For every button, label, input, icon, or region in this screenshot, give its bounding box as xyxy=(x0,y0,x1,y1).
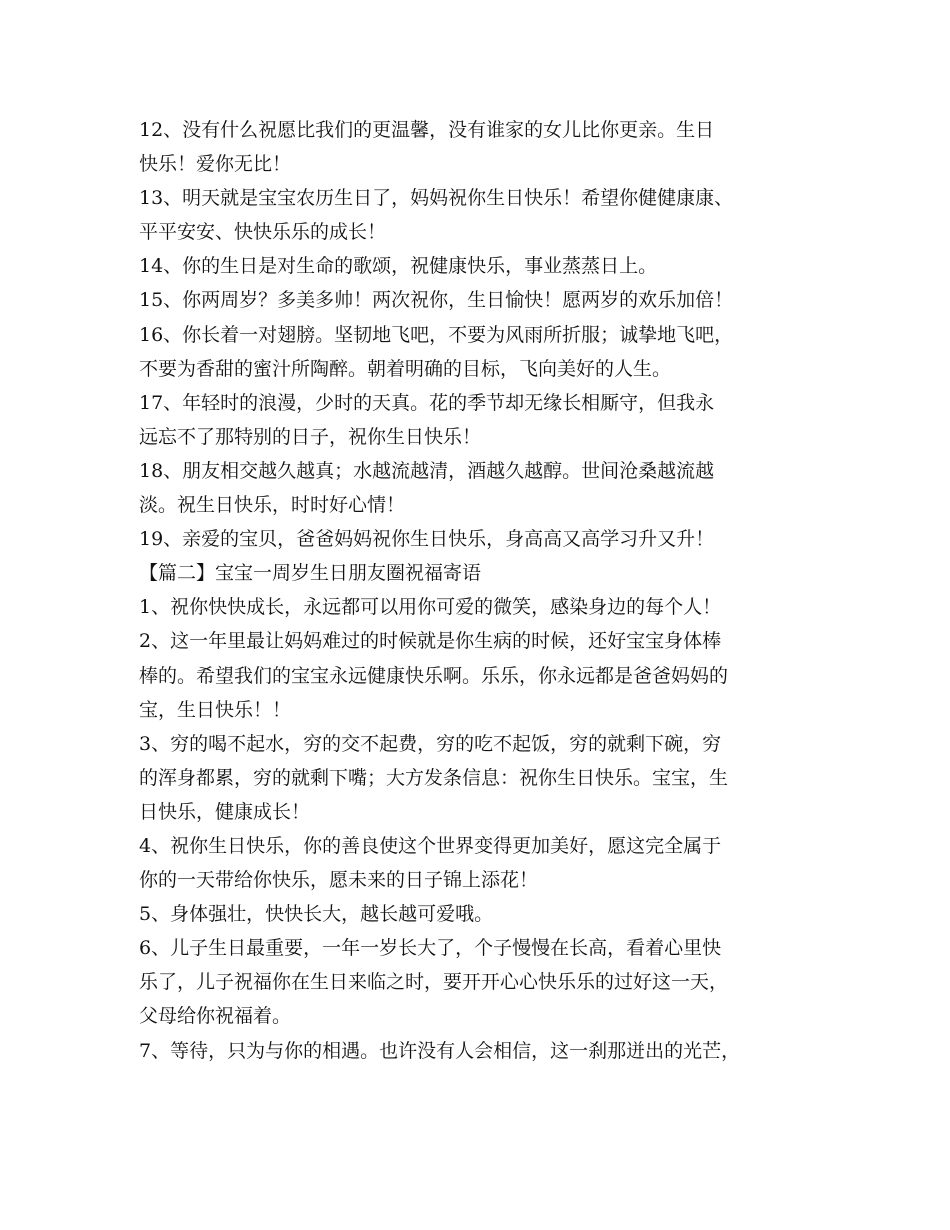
text-line: 的浑身都累，穷的就剩下嘴；大方发条信息：祝你生日快乐。宝宝，生 xyxy=(139,766,729,789)
text-line: 6、儿子生日最重要，一年一岁长大了，个子慢慢在长高，看着心里快 xyxy=(139,937,722,960)
text-line: 19、亲爱的宝贝，爸爸妈妈祝你生日快乐，身高高又高学习升又升！ xyxy=(139,528,715,551)
document-body xyxy=(139,113,839,1068)
text-line: 快乐！爱你无比！ xyxy=(139,153,292,176)
text-line: 1、祝你快快成长，永远都可以用你可爱的微笑，感染身边的每个人！ xyxy=(139,596,722,619)
text-line: 2、这一年里最让妈妈难过的时候就是你生病的时候，还好宝宝身体棒 xyxy=(139,630,722,653)
text-line: 18、朋友相交越久越真；水越流越清，酒越久越醇。世间沧桑越流越 xyxy=(139,459,715,482)
text-line: 15、你两周岁？多美多帅！两次祝你，生日愉快！愿两岁的欢乐加倍！ xyxy=(139,289,734,312)
text-line: 14、你的生日是对生命的歌颂，祝健康快乐，事业蒸蒸日上。 xyxy=(139,255,658,278)
text-line: 12、没有什么祝愿比我们的更温馨，没有谁家的女儿比你更亲。生日 xyxy=(139,119,715,141)
text-line: 4、祝你生日快乐，你的善良使这个世界变得更加美好，愿这完全属于 xyxy=(139,834,722,857)
text-line: 棒的。希望我们的宝宝永远健康快乐啊。乐乐，你永远都是爸爸妈妈的 xyxy=(139,664,729,687)
text-line: 日快乐，健康成长！ xyxy=(139,800,311,823)
section-heading: 【篇二】宝宝一周岁生日朋友圈祝福寄语 xyxy=(139,562,482,585)
text-line: 平平安安、快快乐乐的成长！ xyxy=(139,221,387,244)
text-line: 16、你长着一对翅膀。坚韧地飞吧，不要为风雨所折服；诚挚地飞吧， xyxy=(139,323,734,346)
text-line: 远忘不了那特别的日子，祝你生日快乐！ xyxy=(139,425,482,448)
text-line: 淡。祝生日快乐，时时好心情！ xyxy=(139,494,406,517)
text-line: 3、穷的喝不起水，穷的交不起费，穷的吃不起饭，穷的就剩下碗，穷 xyxy=(139,732,722,755)
text-line: 宝，生日快乐！！ xyxy=(139,698,292,721)
text-line: 父母给你祝福着。 xyxy=(139,1005,292,1028)
text-line: 不要为香甜的蜜汁所陶醉。朝着明确的目标，飞向美好的人生。 xyxy=(139,357,672,380)
text-line: 17、年轻时的浪漫，少时的天真。花的季节却无缘长相厮守，但我永 xyxy=(139,391,715,414)
text-line: 你的一天带给你快乐，愿未来的日子锦上添花！ xyxy=(139,869,539,892)
text-line: 13、明天就是宝宝农历生日了，妈妈祝你生日快乐！希望你健健康康、 xyxy=(139,187,734,210)
text-line: 乐了，儿子祝福你在生日来临之时，要开开心心快乐乐的过好这一天， xyxy=(139,971,729,994)
text-line: 7、等待，只为与你的相遇。也许没有人会相信，这一刹那迸出的光芒， xyxy=(139,1039,741,1062)
text-line: 5、身体强壮，快快长大，越长越可爱哦。 xyxy=(139,903,494,926)
